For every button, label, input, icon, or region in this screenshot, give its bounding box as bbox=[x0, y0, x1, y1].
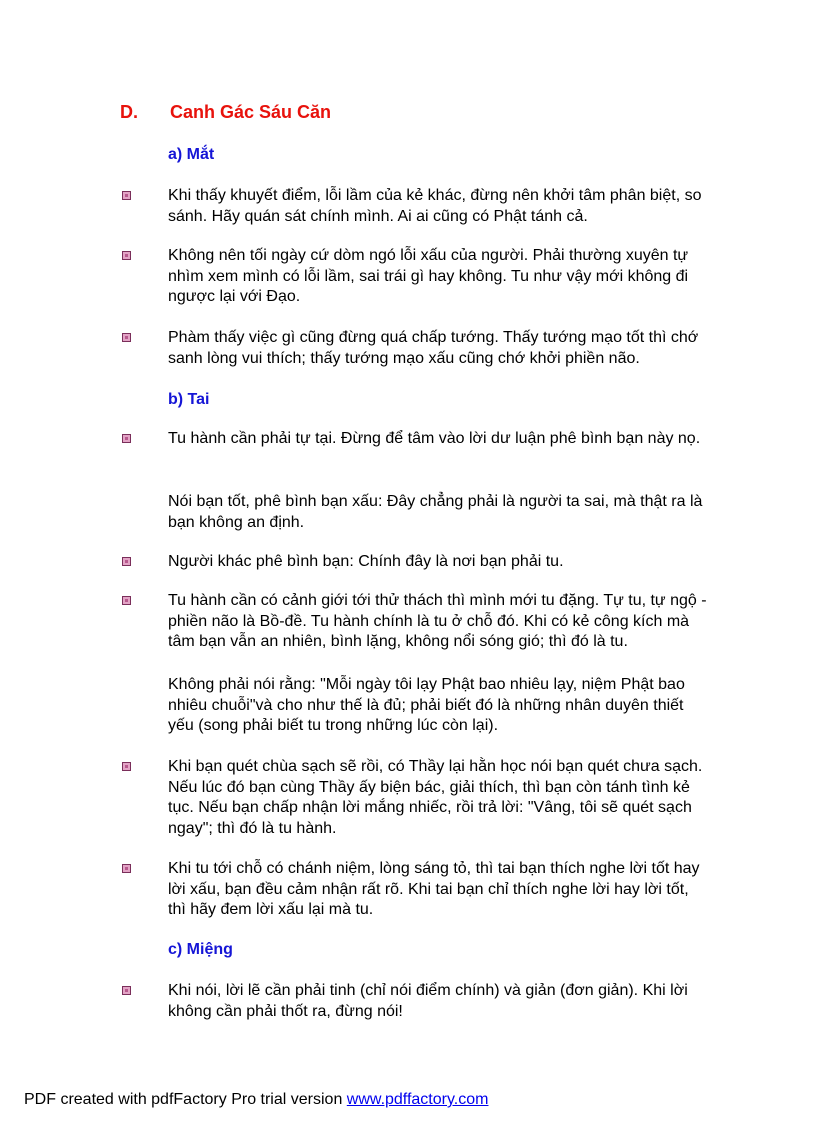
subheading-eyes: a) Mắt bbox=[168, 146, 215, 163]
section-heading bbox=[120, 102, 331, 123]
bullet-icon bbox=[122, 762, 131, 771]
bullet-icon bbox=[122, 333, 131, 342]
paragraph: Người khác phê bình bạn: Chính đây là nơi bạn phải tu. bbox=[168, 553, 564, 570]
bullet-icon bbox=[122, 986, 131, 995]
paragraph: Phàm thấy việc gì cũng đừng quá chấp tướng. Thấy tướng mạo tốt thì chớ sanh lòng vui thích; thấy tướng mạo xấu cũng chớ khởi phiền não. bbox=[168, 329, 699, 367]
bullet-icon bbox=[122, 434, 131, 443]
paragraph: Khi tu tới chỗ có chánh niệm, lòng sáng tỏ, thì tai bạn thích nghe lời tốt hay lời xấu, bạn đều cảm nhận rất rõ. Khi tai bạn chỉ thích nghe lời hay lời tốt, thì hãy đem lời xấu lại mà tu. bbox=[168, 860, 700, 918]
paragraph: Khi nói, lời lẽ cần phải tinh (chỉ nói điểm chính) và giản (đơn giản). Khi lời không cần phải thốt ra, đừng nói! bbox=[168, 982, 688, 1020]
bullet-icon bbox=[122, 596, 131, 605]
paragraph: Tu hành cần có cảnh giới tới thử thách thì mình mới tu đặng. Tự tu, tự ngộ - phiền não là Bồ-đề. Tu hành chính là tu ở chỗ đó. Khi có kẻ công kích mà tâm bạn vẫn an nhiên, bình lặng, không nổi sóng gió; thì đó là tu. bbox=[168, 592, 707, 650]
pdffactory-link[interactable]: www.pdffactory.com bbox=[346, 1091, 489, 1108]
paragraph: Không phải nói rằng: "Mỗi ngày tôi lạy Phật bao nhiêu lạy, niệm Phật bao nhiêu chuỗi"và cho như thế là đủ; phải biết đó là những nhân duyên thiết yếu (song phải biết tu trong những lúc còn lại). bbox=[168, 676, 685, 734]
paragraph: Nói bạn tốt, phê bình bạn xấu: Đây chẳng phải là người ta sai, mà thật ra là bạn không an định. bbox=[168, 493, 703, 531]
footer-text: PDF created with pdfFactory Pro trial version bbox=[24, 1091, 347, 1108]
pdf-footer bbox=[24, 1091, 488, 1109]
subheading-ears: b) Tai bbox=[168, 391, 210, 408]
paragraph: Tu hành cần phải tự tại. Đừng để tâm vào lời dư luận phê bình bạn này nọ. bbox=[168, 430, 701, 447]
bullet-icon bbox=[122, 191, 131, 200]
paragraph: Khi bạn quét chùa sạch sẽ rồi, có Thầy lại hằn học nói bạn quét chưa sạch. Nếu lúc đó bạn cùng Thầy ấy biện bác, giải thích, thì bạn còn tánh tình kẻ tục. Nếu bạn chấp nhận lời mắng nhiếc, rồi trả lời: "Vâng, tôi sẽ quét sạch ngay"; thì đó là tu hành. bbox=[168, 758, 703, 837]
section-title: Canh Gác Sáu Căn bbox=[170, 102, 332, 122]
subheading-mouth: c) Miệng bbox=[168, 941, 233, 958]
paragraph: Không nên tối ngày cứ dòm ngó lỗi xấu của người. Phải thường xuyên tự nhìm xem mình có lỗi lầm, sai trái gì hay không. Tu như vậy mới không đi ngược lại với Đạo. bbox=[168, 247, 689, 305]
bullet-icon bbox=[122, 864, 131, 873]
section-letter: D. bbox=[120, 102, 138, 122]
paragraph: Khi thấy khuyết điểm, lỗi lầm của kẻ khác, đừng nên khởi tâm phân biệt, so sánh. Hãy quán sát chính mình. Ai ai cũng có Phật tánh cả. bbox=[168, 187, 702, 225]
bullet-icon bbox=[122, 251, 131, 260]
bullet-icon bbox=[122, 557, 131, 566]
